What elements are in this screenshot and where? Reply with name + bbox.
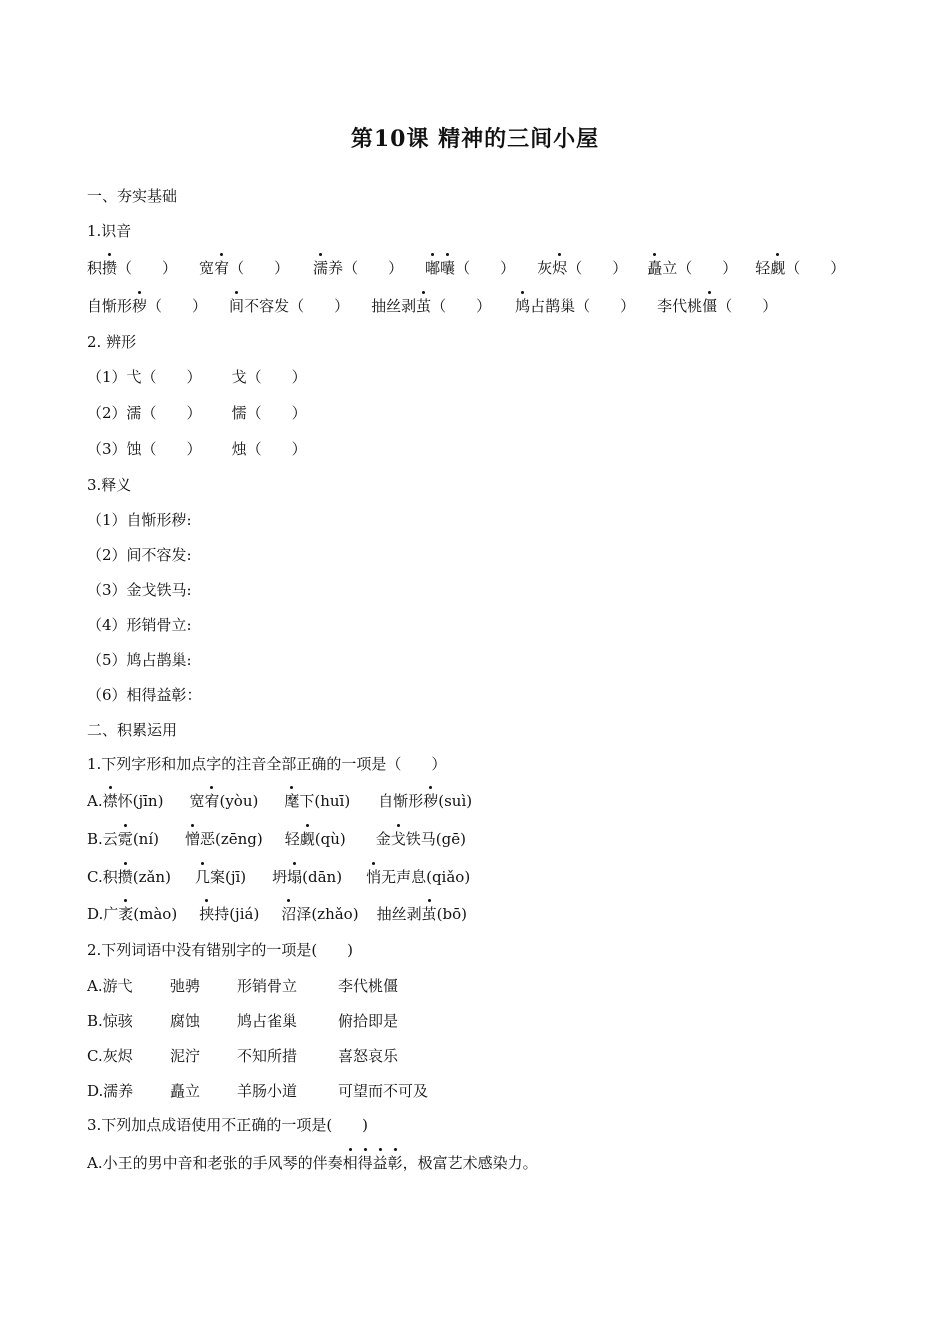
definition-item: （5）鸠占鹊巢: [87, 651, 192, 669]
mc2-option-word: B.惊骇 [87, 1012, 133, 1030]
pronunciation-item: 积攒（ ） [87, 259, 178, 277]
definition-item: （2）间不容发: [87, 546, 192, 564]
dotted-char: 得 [357, 1154, 373, 1172]
dotted-char: 觑 [770, 259, 786, 277]
mc1-option-item: A.襟怀(jīn) [87, 792, 164, 810]
definition-item: （4）形销骨立: [87, 616, 192, 634]
shape-row-number: （3） [87, 440, 127, 458]
dotted-char: 攒 [117, 868, 133, 886]
dotted-char: 襟 [102, 792, 118, 810]
mc1-option-item: 沼泽(zhǎo) [281, 905, 359, 923]
mc2-option-word: 不知所措 [237, 1047, 298, 1065]
mc3-a-text-after: ，极富艺术感染力。 [402, 1154, 538, 1172]
dotted-char: 秽 [423, 792, 439, 810]
mc1-option-item: 自惭形秽(suì) [378, 792, 473, 810]
mc3-a-text-before: A.小王的男中音和老张的手风琴的伴奏 [87, 1154, 343, 1172]
q2-label: 2. 辨形 [87, 333, 137, 351]
pronunciation-item: 间不容发（ ） [229, 297, 350, 315]
mc2-option-word: 形销骨立 [237, 977, 298, 995]
pronunciation-item: 濡养（ ） [313, 259, 404, 277]
dotted-char: 鸠 [515, 297, 531, 315]
mc2-option-word: 泥泞 [170, 1047, 201, 1065]
mc1-option-item: 麾下(huī) [284, 792, 351, 810]
pronunciation-item: 抽丝剥茧（ ） [371, 297, 492, 315]
dotted-char: 憎 [184, 830, 200, 848]
dotted-char: 宥 [214, 259, 230, 277]
mc2-option-word: 羊肠小道 [237, 1082, 298, 1100]
mc1-option-item: B.云霓(ní) [87, 830, 159, 848]
mc1-option-item: 挟持(jiá) [199, 905, 260, 923]
mc2-option-word: A.游弋 [87, 977, 133, 995]
definition-item: （6）相得益彰： [87, 686, 202, 704]
dotted-char: 麾 [284, 792, 300, 810]
dotted-char: 烬 [552, 259, 568, 277]
shape-row [87, 402, 307, 423]
mc1-option-item: C.积攒(zǎn) [87, 868, 171, 886]
mc2-option-word: 可望而不可及 [338, 1082, 429, 1100]
dotted-char: 茧 [421, 905, 437, 923]
pronunciation-item: 自惭形秽（ ） [87, 297, 208, 315]
shape-row-a: 弋（ ） [126, 368, 202, 386]
section-one-heading: 一、夯实基础 [87, 187, 178, 205]
mc3-option-a [87, 1152, 538, 1173]
mc1-option-item: 宽宥(yòu) [189, 792, 259, 810]
dotted-char: 茧 [416, 297, 432, 315]
mc2-option-word: 喜怒哀乐 [338, 1047, 399, 1065]
dotted-char: 矗 [647, 259, 663, 277]
shape-row-number: （2） [87, 404, 127, 422]
mc3-a-dotted-idiom [343, 1154, 403, 1172]
mc3-stem: 3.下列加点成语使用不正确的一项是( ) [87, 1116, 369, 1134]
mc1-option-item: 金戈铁马(gē) [375, 830, 466, 848]
mc1-option-item: 几案(jī) [194, 868, 247, 886]
dotted-char: 霓 [117, 830, 133, 848]
mc2-option-word: 弛骋 [170, 977, 201, 995]
dotted-char: 间 [229, 297, 245, 315]
dotted-char: 囔 [440, 259, 456, 277]
mc1-option-item: 抽丝剥茧(bō) [376, 905, 467, 923]
q3-label: 3.释义 [87, 476, 132, 494]
section-two-heading: 二、积累运用 [87, 721, 178, 739]
mc1-option-row [87, 866, 470, 887]
page-title: 第10课 精神的三间小屋 [350, 126, 600, 152]
mc2-option-word: C.灰烬 [87, 1047, 133, 1065]
shape-row-number: （1） [87, 368, 127, 386]
mc2-stem: 2.下列词语中没有错别字的一项是( ) [87, 941, 354, 959]
dotted-char: 悄 [366, 868, 382, 886]
dotted-char: 攒 [102, 259, 118, 277]
pronunciation-item: 灰烬（ ） [537, 259, 628, 277]
shape-row-b: 懦（ ） [231, 404, 307, 422]
pronunciation-row-2 [87, 295, 777, 316]
pronunciation-item: 鸠占鹊巢（ ） [515, 297, 636, 315]
mc1-stem: 1.下列字形和加点字的注音全部正确的一项是（ ） [87, 755, 447, 773]
pronunciation-item: 宽宥（ ） [199, 259, 290, 277]
dotted-char: 宥 [204, 792, 220, 810]
dotted-char: 沼 [281, 905, 297, 923]
pronunciation-row-1 [87, 257, 845, 278]
shape-row-b: 烛（ ） [231, 440, 307, 458]
pronunciation-item: 矗立（ ） [647, 259, 738, 277]
shape-row-b: 戈（ ） [231, 368, 307, 386]
pronunciation-item: 轻觑（ ） [755, 259, 846, 277]
mc2-option-word: 鸠占雀巢 [237, 1012, 298, 1030]
shape-row [87, 438, 307, 459]
pronunciation-item: 李代桃僵（ ） [657, 297, 778, 315]
dotted-char: 濡 [313, 259, 329, 277]
mc1-option-row [87, 903, 467, 924]
mc2-option-word: 矗立 [170, 1082, 201, 1100]
dotted-char: 袤 [118, 905, 134, 923]
dotted-char: 彰 [387, 1154, 403, 1172]
dotted-char: 嘟 [425, 259, 441, 277]
mc2-option-word: 腐蚀 [170, 1012, 201, 1030]
dotted-char: 戈 [390, 830, 406, 848]
dotted-char: 挟 [199, 905, 215, 923]
mc1-option-item: 轻觑(qù) [284, 830, 346, 848]
dotted-char: 益 [372, 1154, 388, 1172]
dotted-char: 觑 [299, 830, 315, 848]
mc1-option-item: 坍塌(dān) [272, 868, 343, 886]
dotted-char: 秽 [132, 297, 148, 315]
mc2-option-word: D.濡养 [87, 1082, 134, 1100]
dotted-char: 相 [342, 1154, 358, 1172]
definition-item: （1）自惭形秽: [87, 511, 192, 529]
dotted-char: 几 [194, 868, 210, 886]
mc2-option-word: 俯拾即是 [338, 1012, 399, 1030]
mc1-option-row [87, 790, 472, 811]
mc1-option-item: 悄无声息(qiǎo) [366, 868, 471, 886]
dotted-char: 塌 [287, 868, 303, 886]
mc1-option-item: D.广袤(mào) [87, 905, 178, 923]
shape-row-a: 濡（ ） [126, 404, 202, 422]
mc2-option-word: 李代桃僵 [338, 977, 399, 995]
dotted-char: 僵 [702, 297, 718, 315]
mc1-option-item: 憎恶(zēng) [184, 830, 263, 848]
shape-row-a: 蚀（ ） [126, 440, 202, 458]
mc1-option-row [87, 828, 466, 849]
q1-label: 1.识音 [87, 222, 132, 240]
definition-item: （3）金戈铁马: [87, 581, 192, 599]
pronunciation-item: 嘟囔（ ） [425, 259, 516, 277]
shape-row [87, 366, 307, 387]
